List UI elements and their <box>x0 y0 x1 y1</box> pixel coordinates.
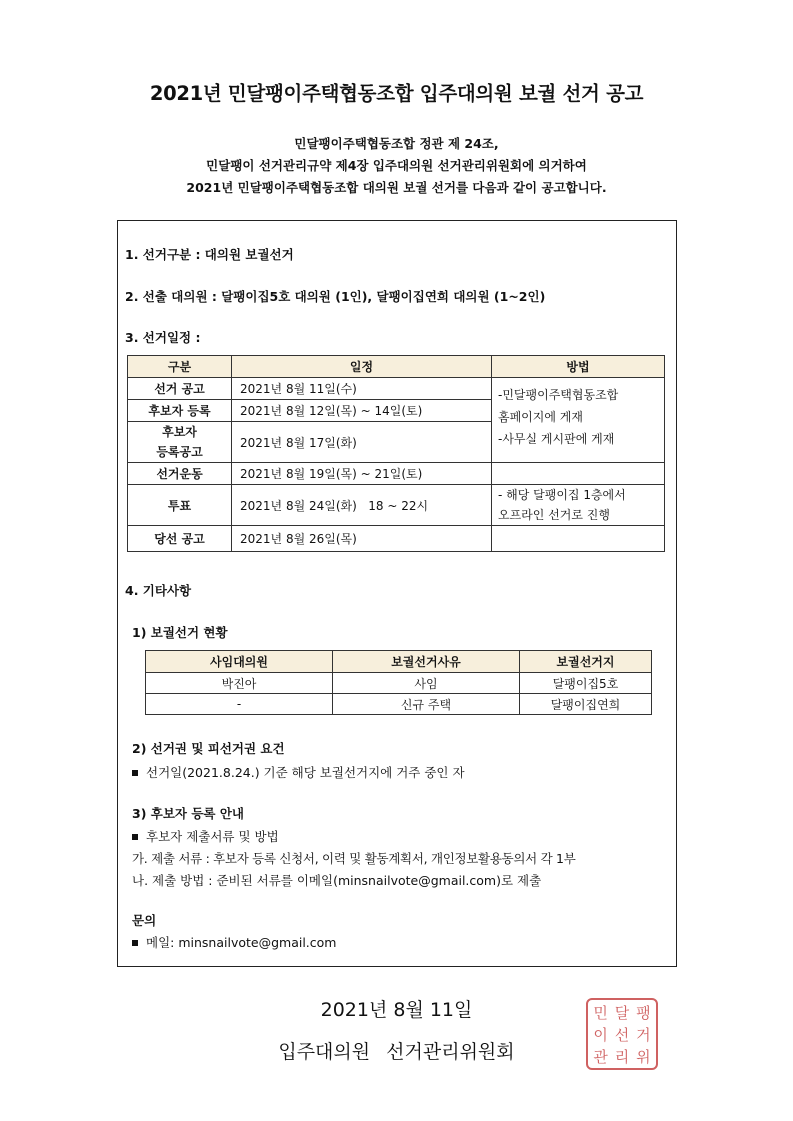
schedule-label: 당선 공고 <box>128 526 232 552</box>
schedule-label: 후보자 등록공고 <box>128 422 232 463</box>
seal-glyph: 관 <box>593 1048 608 1066</box>
intro-text <box>0 133 793 199</box>
submission-method: 나. 제출 방법 : 준비된 서류를 이메일(minsnailvote@gmail.com)로 제출 <box>132 873 542 888</box>
vacancy-cell: 달팽이집연희 <box>520 694 652 715</box>
schedule-date: 2021년 8월 19일(목) ~ 21일(토) <box>232 463 492 485</box>
intro-line: 민달팽이주택협동조합 정관 제 24조, <box>294 136 499 151</box>
schedule-date: 2021년 8월 26일(목) <box>232 526 492 552</box>
schedule-header: 구분 <box>128 356 232 378</box>
vacancy-cell: - <box>146 694 333 715</box>
submission-documents: 가. 제출 서류 : 후보자 등록 신청서, 이력 및 활동계획서, 개인정보활용동의서 각 1부 <box>132 851 576 866</box>
intro-line: 2021년 민달팽이주택협동조합 대의원 보궐 선거를 다음과 같이 공고합니다. <box>186 180 607 195</box>
schedule-header: 일정 <box>232 356 492 378</box>
committee-name: 입주대의원 선거관리위원회 <box>278 1041 515 1063</box>
seal-glyph: 이 <box>593 1026 608 1044</box>
schedule-method: - 해당 달팽이집 1층에서 오프라인 선거로 진행 <box>492 485 665 526</box>
vacancy-cell: 박진아 <box>146 673 333 694</box>
sub-heading: 3) 후보자 등록 안내 <box>132 806 244 821</box>
vacancy-cell: 달팽이집5호 <box>520 673 652 694</box>
schedule-method-empty <box>492 463 665 485</box>
vacancy-cell: 사임 <box>333 673 520 694</box>
table-row <box>128 378 665 400</box>
schedule-method: -민달팽이주택협동조합 홈페이지에 게재 -사무실 게시판에 게재 <box>492 378 665 463</box>
square-bullet-icon <box>132 940 138 946</box>
section-election-type: 1. 선거구분 : 대의원 보궐선거 <box>125 247 294 262</box>
notice-date: 2021년 8월 11일 <box>320 999 473 1021</box>
seal-glyph: 선 <box>614 1026 630 1044</box>
notice-box <box>117 220 677 967</box>
section-other: 4. 기타사항 <box>125 583 192 598</box>
schedule-table <box>127 355 665 552</box>
schedule-date: 2021년 8월 12일(목) ~ 14일(토) <box>232 400 492 422</box>
table-row <box>146 673 652 694</box>
registration-item <box>132 827 279 845</box>
eligibility-item <box>132 763 465 781</box>
sub-heading: 1) 보궐선거 현황 <box>132 625 228 640</box>
schedule-method-empty <box>492 526 665 552</box>
schedule-date: 2021년 8월 11일(수) <box>232 378 492 400</box>
table-row <box>128 485 665 526</box>
schedule-header: 방법 <box>492 356 665 378</box>
intro-line: 민달팽이 선거관리규약 제4장 입주대의원 선거관리위원회에 의거하여 <box>206 158 587 173</box>
registration-text: 후보자 제출서류 및 방법 <box>146 829 279 844</box>
inquiry-item <box>132 933 336 951</box>
table-row <box>128 463 665 485</box>
official-seal-stamp <box>586 998 658 1070</box>
seal-glyph: 팽 <box>636 1004 651 1022</box>
seal-glyph: 리 <box>614 1048 630 1066</box>
vacancy-header: 보궐선거지 <box>520 651 652 673</box>
square-bullet-icon <box>132 834 138 840</box>
table-row <box>128 526 665 552</box>
schedule-label: 선거 공고 <box>128 378 232 400</box>
inquiry-email: 메일: minsnailvote@gmail.com <box>146 935 337 950</box>
vacancy-header: 사임대의원 <box>146 651 333 673</box>
eligibility-text: 선거일(2021.8.24.) 기준 해당 보궐선거지에 거주 중인 자 <box>146 765 465 780</box>
seal-glyph: 달 <box>614 1004 630 1022</box>
seal-glyph: 위 <box>636 1048 651 1066</box>
seal-glyph: 민 <box>593 1004 608 1022</box>
sub-heading: 2) 선거권 및 피선거권 요건 <box>132 741 285 756</box>
vacancy-header: 보궐선거사유 <box>333 651 520 673</box>
section-delegates: 2. 선출 대의원 : 달팽이집5호 대의원 (1인), 달팽이집연희 대의원 (1~2인) <box>125 289 546 304</box>
schedule-date: 2021년 8월 17일(화) <box>232 422 492 463</box>
inquiry-heading: 문의 <box>132 913 157 928</box>
schedule-label: 후보자 등록 <box>128 400 232 422</box>
square-bullet-icon <box>132 770 138 776</box>
seal-glyph: 거 <box>636 1026 651 1044</box>
table-row <box>146 694 652 715</box>
section-schedule: 3. 선거일정 : <box>125 330 201 345</box>
page-title: 2021년 민달팽이주택협동조합 입주대의원 보궐 선거 공고 <box>149 82 644 105</box>
vacancy-cell: 신규 주택 <box>333 694 520 715</box>
vacancy-table <box>145 650 652 715</box>
schedule-date: 2021년 8월 24일(화) 18 ~ 22시 <box>232 485 492 526</box>
schedule-label: 투표 <box>128 485 232 526</box>
schedule-label: 선거운동 <box>128 463 232 485</box>
